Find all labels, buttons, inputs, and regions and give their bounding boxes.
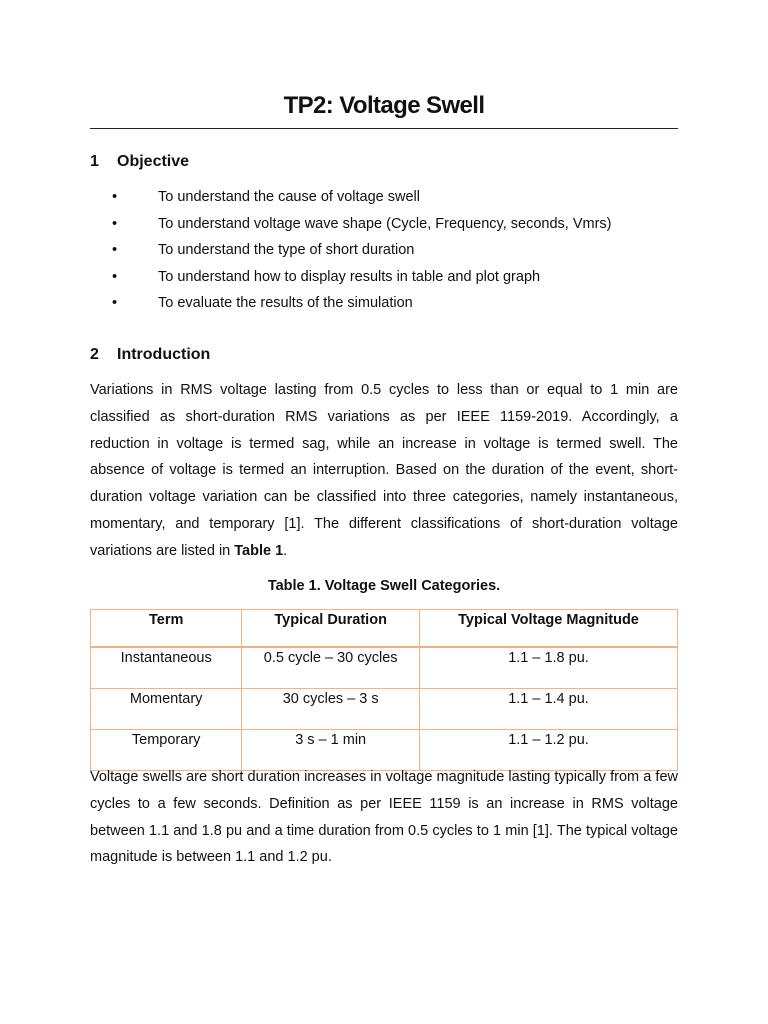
list-item	[90, 239, 678, 266]
bullet-icon: •	[112, 189, 118, 205]
table-header-row	[91, 610, 678, 648]
bullet-icon: •	[112, 215, 118, 232]
section-number: 2	[90, 346, 99, 363]
title-divider	[90, 128, 678, 129]
list-item-text: To evaluate the results of the simulation	[158, 295, 413, 312]
list-item	[90, 186, 678, 213]
intro-paragraph-text: Variations in RMS voltage lasting from 0.5 cycles to less than or equal to 1 min are classified as short-duration RMS variations as per IEEE 1159-2019. Accordingly, a reduction in voltage is termed sag, while an increase in voltage is termed swell. The absence of voltage is termed an interruption. Based on the duration of the event, short-duration voltage variation can be classified into three categories, namely instantaneous, momentary, and temporary [1]. The different classifications of short-duration voltage variations are listed in	[90, 382, 678, 559]
table-cell: 1.1 – 1.8 pu.	[420, 647, 678, 689]
bullet-icon: •	[112, 295, 118, 312]
list-item-text: To understand the type of short duration	[158, 242, 415, 259]
section-title: Objective	[117, 153, 190, 170]
list-item	[90, 266, 678, 293]
swell-definition-paragraph: Voltage swells are short duration increases in voltage magnitude lasting typically from a few cycles to a few seconds. Definition as per IEEE 1159 is an increase in RMS voltage between 1.1 and 1.8 pu and a time duration from 0.5 cycles to 1 min [1]. The typical voltage magnitude is between 1.1 and 1.2 pu.	[90, 769, 678, 866]
table-cell: Instantaneous	[91, 647, 242, 689]
intro-paragraph-end: .	[283, 542, 288, 559]
objective-list	[90, 186, 678, 319]
table-caption: Table 1. Voltage Swell Categories.	[267, 578, 501, 594]
table-row	[91, 647, 678, 689]
column-header-term: Term	[91, 610, 242, 648]
table-cell: 0.5 cycle – 30 cycles	[242, 647, 420, 689]
section-heading-introduction	[90, 346, 210, 364]
list-item	[90, 292, 678, 319]
voltage-swell-table	[90, 609, 678, 771]
table-cell: Momentary	[91, 689, 242, 730]
page-title: TP2: Voltage Swell	[283, 92, 485, 119]
list-item-text: To understand the cause of voltage swell	[158, 189, 420, 205]
column-header-duration: Typical Duration	[242, 610, 420, 648]
table-row	[91, 689, 678, 730]
table-reference: Table 1	[234, 542, 284, 559]
table-cell: 1.1 – 1.2 pu.	[420, 730, 678, 771]
list-item-text: To understand voltage wave shape (Cycle, Frequency, seconds, Vmrs)	[158, 215, 612, 232]
table-cell: 3 s – 1 min	[242, 730, 420, 771]
bullet-icon: •	[112, 268, 118, 285]
section-number: 1	[90, 153, 99, 170]
column-header-magnitude: Typical Voltage Magnitude	[420, 610, 678, 648]
intro-paragraph	[90, 377, 678, 565]
section-title: Introduction	[117, 346, 211, 363]
list-item-text: To understand how to display results in table and plot graph	[158, 268, 541, 285]
section-heading-objective	[90, 153, 189, 171]
bullet-icon: •	[112, 242, 118, 259]
list-item	[90, 213, 678, 240]
table-cell: Temporary	[91, 730, 242, 771]
table-cell: 1.1 – 1.4 pu.	[420, 689, 678, 730]
table-cell: 30 cycles – 3 s	[242, 689, 420, 730]
